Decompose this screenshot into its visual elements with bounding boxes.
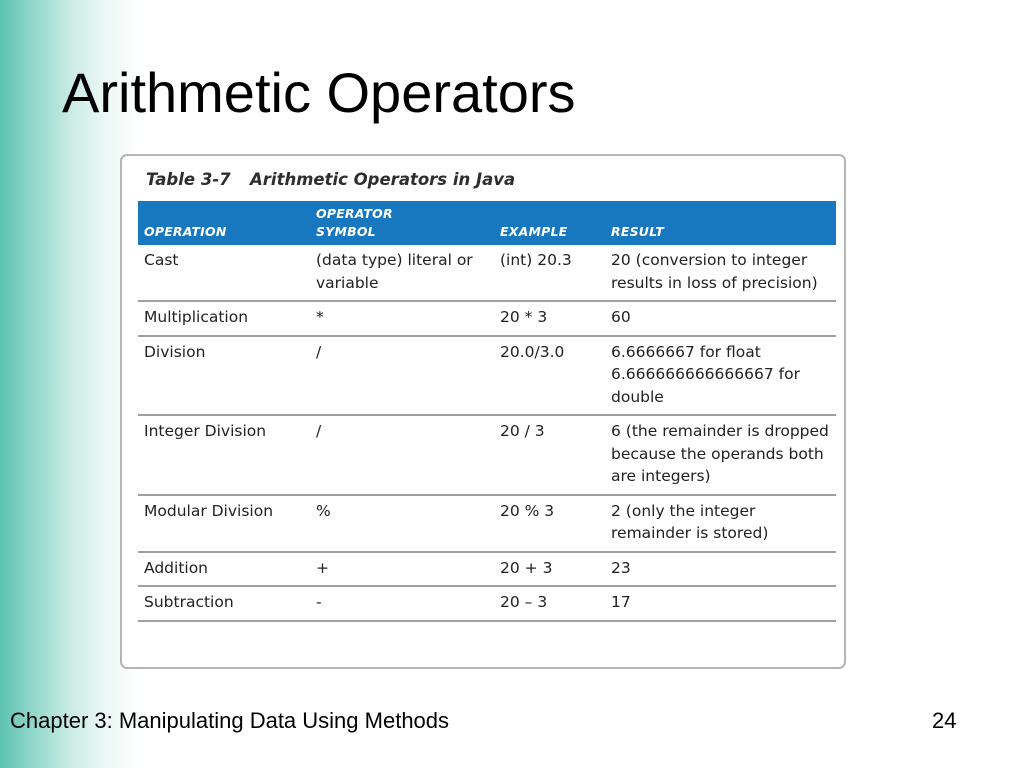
table-row xyxy=(138,415,836,495)
cell-result: 17 xyxy=(605,586,836,621)
table-caption xyxy=(146,170,515,189)
header-result: RESULT xyxy=(611,224,664,239)
cell-example: (int) 20.3 xyxy=(494,245,605,301)
cell-operator-symbol: % xyxy=(310,495,494,552)
cell-result: 23 xyxy=(605,552,836,587)
cell-example: 20 * 3 xyxy=(494,301,605,336)
cell-operator-symbol: * xyxy=(310,301,494,336)
header-operator-symbol: OPERATOR SYMBOL xyxy=(316,206,393,239)
cell-operator-symbol: / xyxy=(310,336,494,416)
table-row xyxy=(138,495,836,552)
table-row xyxy=(138,586,836,621)
cell-result: 2 (only the integer remainder is stored) xyxy=(605,495,836,552)
cell-operation: Division xyxy=(138,336,310,416)
cell-example: 20 – 3 xyxy=(494,586,605,621)
table-header-row xyxy=(138,201,836,245)
cell-example: 20 / 3 xyxy=(494,415,605,495)
cell-example: 20 + 3 xyxy=(494,552,605,587)
table-row xyxy=(138,301,836,336)
cell-operation: Subtraction xyxy=(138,586,310,621)
cell-operator-symbol: - xyxy=(310,586,494,621)
table-row xyxy=(138,552,836,587)
table-row xyxy=(138,245,836,301)
header-operation: OPERATION xyxy=(144,224,227,239)
cell-operation: Addition xyxy=(138,552,310,587)
slide-title: Arithmetic Operators xyxy=(62,61,576,124)
slide-footer: Chapter 3: Manipulating Data Using Methods xyxy=(10,708,450,733)
cell-result: 60 xyxy=(605,301,836,336)
cell-result: 6 (the remainder is dropped because the operands both are integers) xyxy=(605,415,836,495)
cell-operation: Cast xyxy=(138,245,310,301)
cell-operator-symbol: / xyxy=(310,415,494,495)
operators-table xyxy=(138,201,836,622)
cell-operation: Integer Division xyxy=(138,415,310,495)
table-row xyxy=(138,336,836,416)
slide-number: 24 xyxy=(932,708,957,733)
table-caption-title: Arithmetic Operators in Java xyxy=(250,170,516,189)
cell-result: 6.6666667 for float 6.666666666666667 for double xyxy=(605,336,836,416)
cell-example: 20 % 3 xyxy=(494,495,605,552)
cell-operator-symbol: + xyxy=(310,552,494,587)
table-caption-number: Table 3-7 xyxy=(146,170,231,189)
cell-operation: Multiplication xyxy=(138,301,310,336)
cell-result: 20 (conversion to integer results in loss of precision) xyxy=(605,245,836,301)
header-example: EXAMPLE xyxy=(500,224,568,239)
cell-operator-symbol: (data type) literal or variable xyxy=(310,245,494,301)
cell-operation: Modular Division xyxy=(138,495,310,552)
cell-example: 20.0/3.0 xyxy=(494,336,605,416)
table-frame xyxy=(120,154,846,669)
